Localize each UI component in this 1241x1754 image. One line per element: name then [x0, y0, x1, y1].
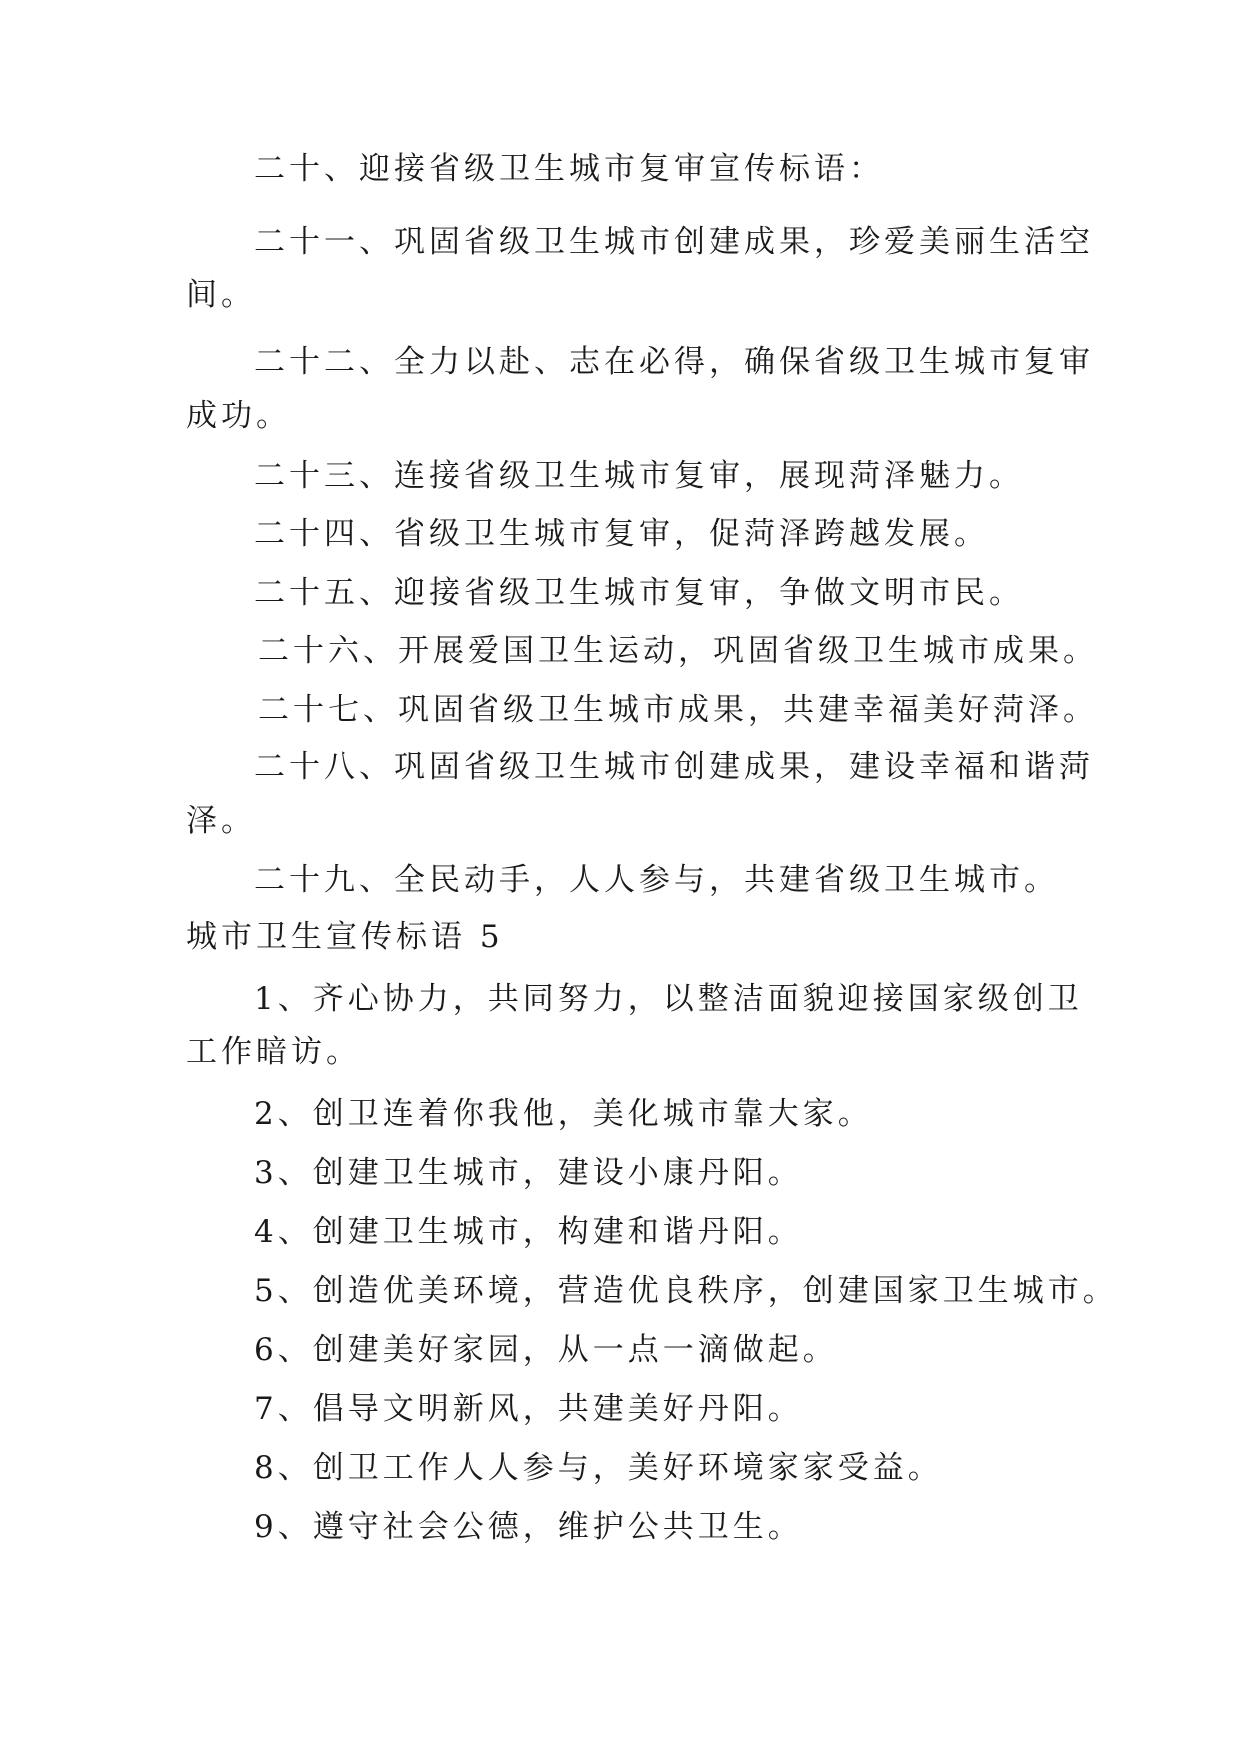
slogan-line-continuation: 工作暗访。: [186, 1034, 361, 1070]
slogan-line: 3、创建卫生城市，建设小康丹阳。: [254, 1155, 803, 1191]
section-a-intro: 二十、迎接省级卫生城市复审宣传标语：: [254, 151, 884, 187]
slogan-line: 二十六、开展爱国卫生运动，巩固省级卫生城市成果。: [258, 633, 1098, 669]
slogan-line: 6、创建美好家园，从一点一滴做起。: [254, 1332, 838, 1368]
slogan-line-continuation: 间。: [186, 277, 256, 313]
slogan-line: 二十一、巩固省级卫生城市创建成果，珍爱美丽生活空: [254, 224, 1094, 260]
slogan-line: 二十四、省级卫生城市复审，促菏泽跨越发展。: [254, 516, 989, 552]
slogan-line-continuation: 泽。: [186, 803, 256, 839]
slogan-line: 9、遵守社会公德，维护公共卫生。: [254, 1509, 803, 1545]
slogan-line: 4、创建卫生城市，构建和谐丹阳。: [254, 1214, 803, 1250]
slogan-line: 二十七、巩固省级卫生城市成果，共建幸福美好菏泽。: [258, 692, 1098, 728]
slogan-line: 二十二、全力以赴、志在必得，确保省级卫生城市复审: [254, 344, 1094, 380]
slogan-line: 1、齐心协力，共同努力，以整洁面貌迎接国家级创卫: [254, 981, 1083, 1017]
section-b-heading: 城市卫生宣传标语 5: [186, 919, 504, 955]
slogan-line-continuation: 成功。: [186, 398, 291, 434]
slogan-line: 2、创卫连着你我他，美化城市靠大家。: [254, 1096, 873, 1132]
slogan-line: 二十三、连接省级卫生城市复审，展现菏泽魅力。: [254, 458, 1024, 494]
slogan-line: 7、倡导文明新风，共建美好丹阳。: [254, 1391, 803, 1427]
slogan-line: 8、创卫工作人人参与，美好环境家家受益。: [254, 1450, 943, 1486]
slogan-line: 5、创造优美环境，营造优良秩序，创建国家卫生城市。: [254, 1273, 1118, 1309]
slogan-line: 二十九、全民动手，人人参与，共建省级卫生城市。: [254, 862, 1059, 898]
slogan-line: 二十五、迎接省级卫生城市复审，争做文明市民。: [254, 575, 1024, 611]
slogan-line: 二十八、巩固省级卫生城市创建成果，建设幸福和谐菏: [254, 749, 1094, 785]
